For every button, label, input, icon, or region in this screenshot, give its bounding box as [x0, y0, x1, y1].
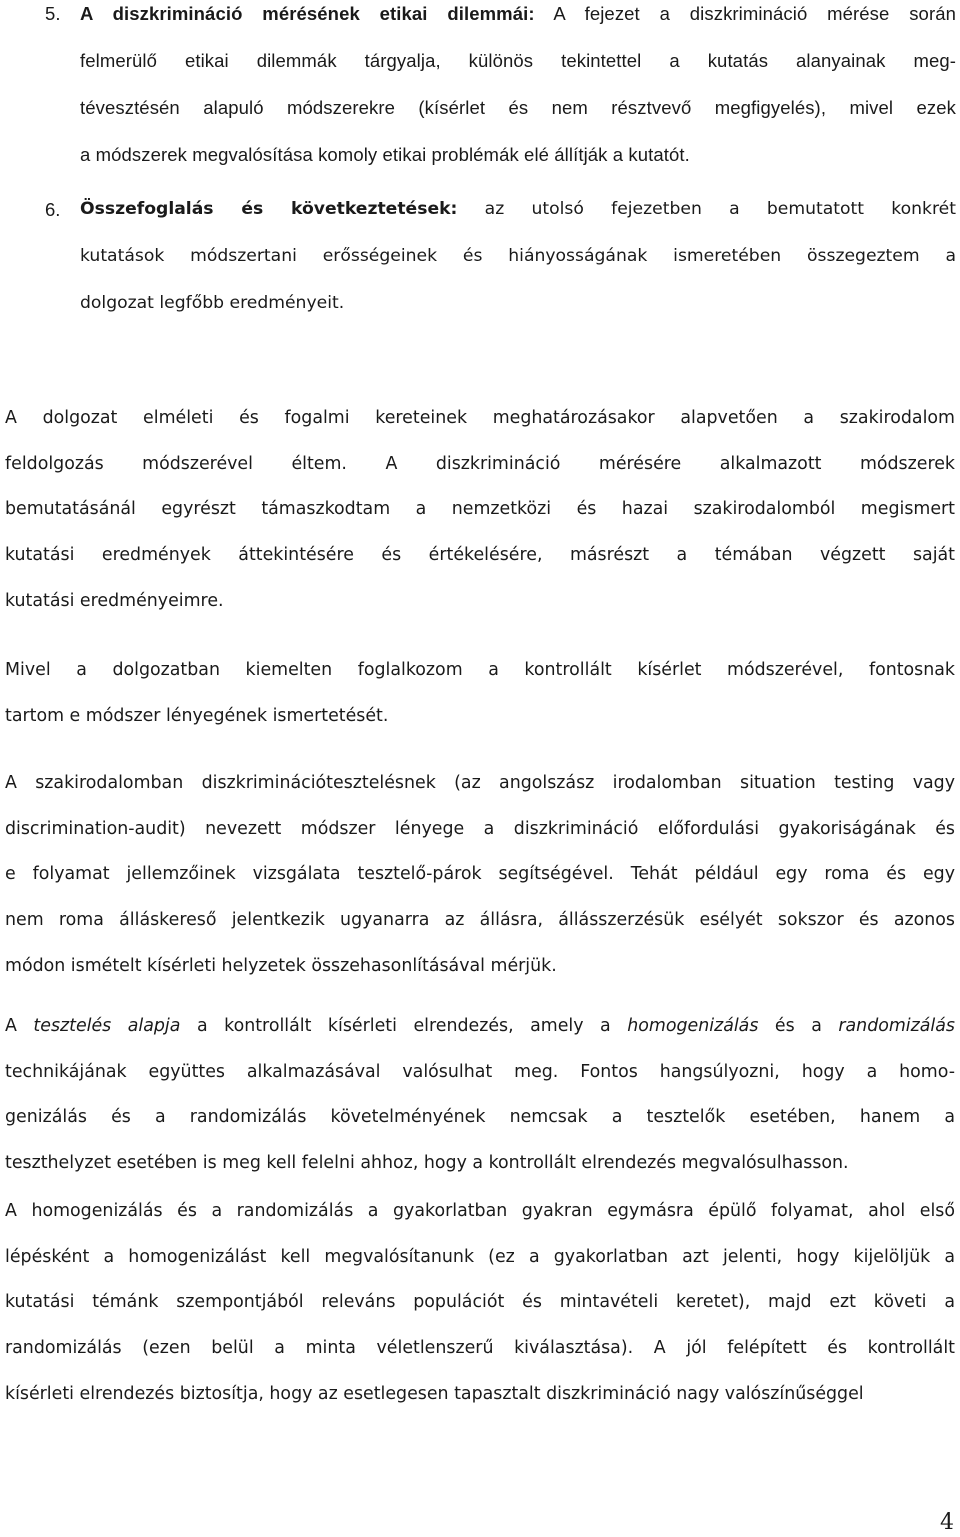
paragraph-discrimination-testing: A szakirodalomban diszkriminációtesztelésnek (az angolszász irodalomban situation testing vagy discrimination-audit) nevezett módszer lényege a diszkrimináció előfordulási gyakoriságának és e folyamat jellemzőinek vizsgálata tesztelő-párok segítségével. Tehát például egy roma és egy nem roma álláskereső jelentkezik ugyanarra az állásra, állásszerzésük esélyét sokszor és azonos módon ismételt kísérleti helyzetek összehasonlításával mérjük. [5, 773, 955, 976]
list-item-number: 6. [45, 199, 61, 220]
emphasis: homogenizálás [627, 1016, 759, 1036]
list-item-body: Összefoglalás és következtetések: az utolsó fejezetben a bemutatott konkrét kutatások módszertani erősségeinek és hiányosságának ismeretében összegeztem a dolgozat legfőbb eredményeit. [80, 199, 956, 313]
paragraph-test-basis: A tesztelés alapja a kontrollált kísérleti elrendezés, amely a homogenizálás és a randomizálás technikájának együttes alkalmazásával valósulhat meg. Fontos hangsúlyozni, hogy a homo- genizálás és a randomizálás követelményének nemcsak a tesztelők esetében, hanem a teszthelyzet esetében is meg kell felelni ahhoz, hogy a kontrollált elrendezés megvalósulhasson. [5, 1016, 955, 1174]
emphasis: randomizálás [838, 1016, 955, 1036]
list-item-title: A diszkrimináció mérésének etikai dilemmái: [80, 3, 535, 24]
page-number: 4 [940, 1510, 954, 1535]
list-item-title: Összefoglalás és következtetések: [80, 199, 458, 219]
emphasis: tesztelés alapja [33, 1016, 181, 1036]
list-item-6 [0, 186, 956, 327]
paragraph-homogenization: A homogenizálás és a randomizálás a gyakorlatban gyakran egymásra épülő folyamat, ahol első lépésként a homogenizálást kell megvalósítanunk (ez a gyakorlatban azt jelenti, hogy kijelöljük a kutatási témánk szempontjából releváns populációt és mintavételi keretet), majd ezt követi a randomizálás (ezen belül a minta véletlenszerű kiválasztása). A jól felépített és kontrollált kísérleti elrendezés biztosítja, hogy az esetlegesen tapasztalt diszkrimináció nagy valószínűséggel [5, 1201, 955, 1404]
list-item-number: 5. [45, 3, 61, 24]
paragraph-controlled-experiment: Mivel a dolgozatban kiemelten foglalkozom a kontrollált kísérlet módszerével, fontosnak tartom e módszer lényegének ismertetését. [5, 660, 955, 726]
list-item-5 [0, 0, 956, 178]
paragraph-methods: A dolgozat elméleti és fogalmi kereteinek meghatározásakor alapvetően a szakirodalom feldolgozás módszerével éltem. A diszkrimináció mérésére alkalmazott módszerek bemutatásánál egyrészt támaszkodtam a nemzetközi és hazai szakirodalomból megismert kutatási eredmények áttekintésére és értékelésére, másrészt a témában végzett saját kutatási eredményeimre. [5, 408, 955, 611]
list-item-body: A diszkrimináció mérésének etikai dilemmái: A fejezet a diszkrimináció mérése során felmerülő etikai dilemmák tárgyalja, különös tekintettel a kutatás alanyainak meg- tévesztésén alapuló módszerekre (kísérlet és nem résztvevő megfigyelés), mivel ezek a módszerek megvalósítása komoly etikai problémák elé állítják a kutatót. [80, 3, 956, 165]
